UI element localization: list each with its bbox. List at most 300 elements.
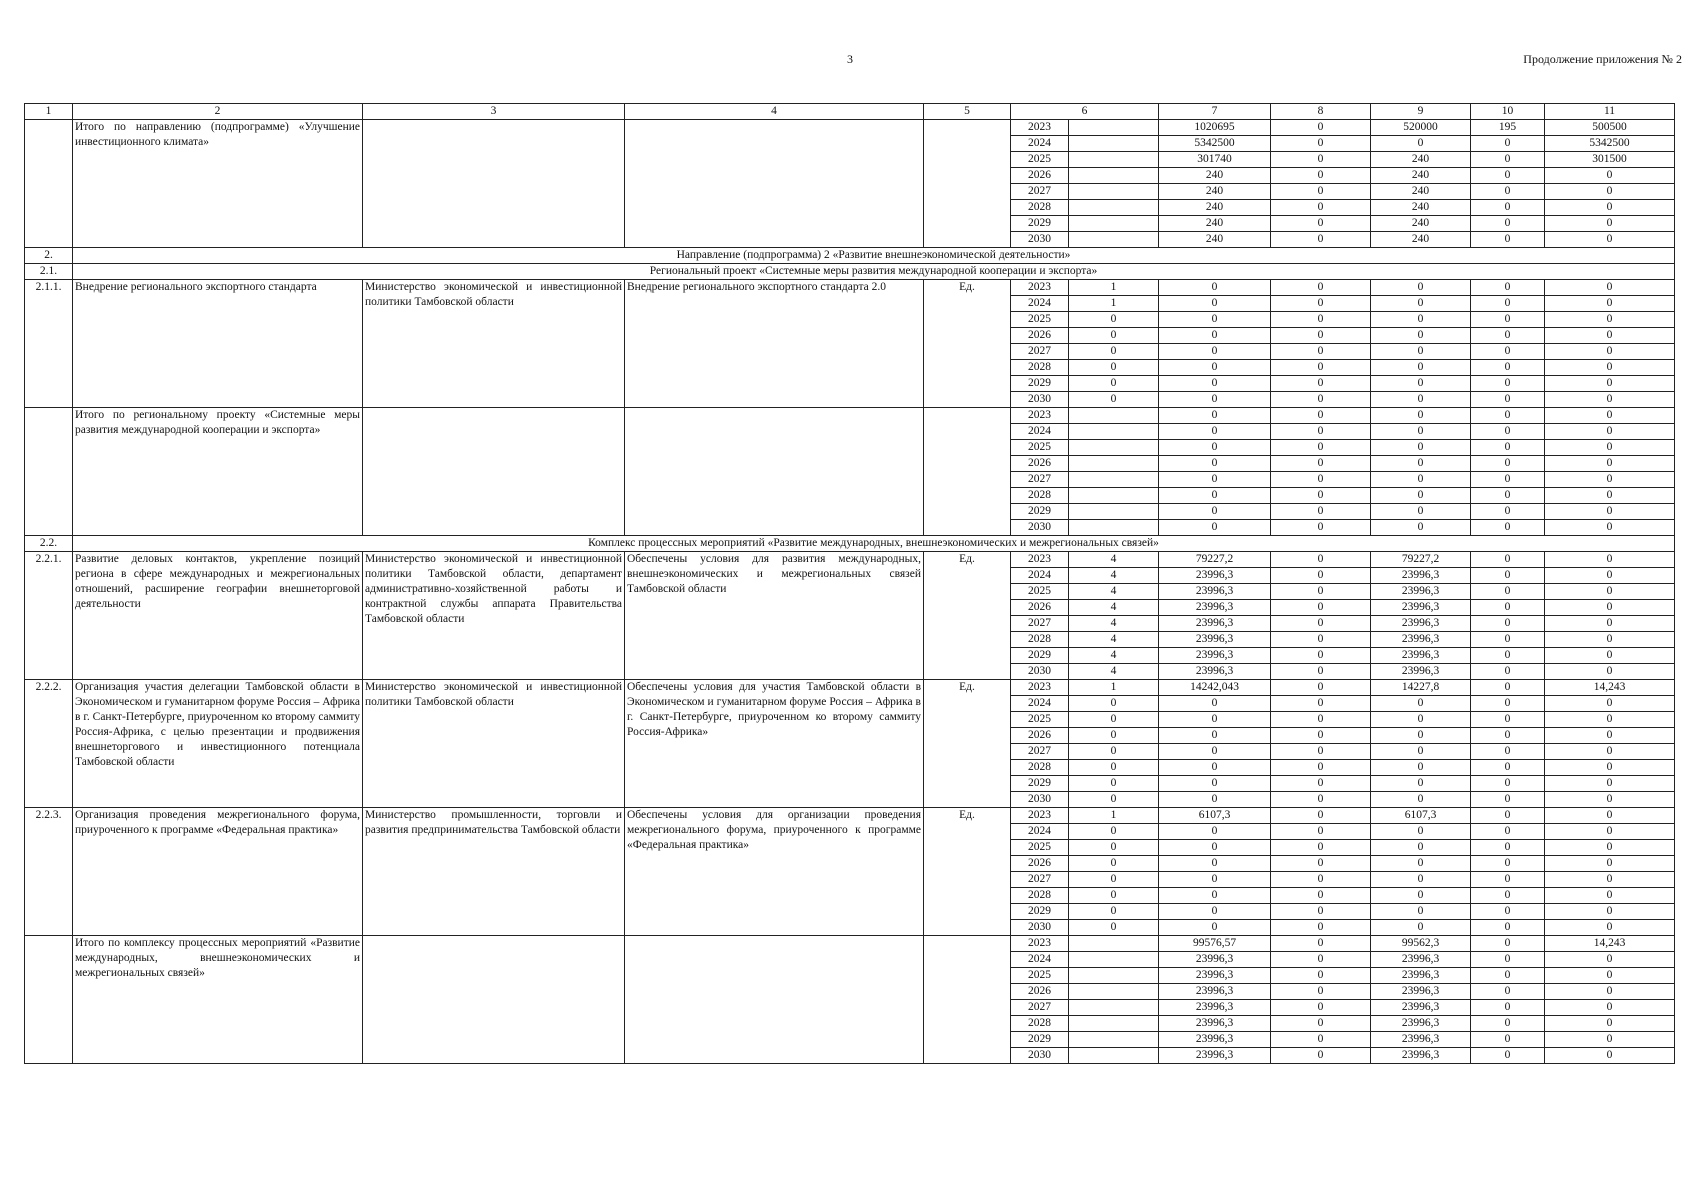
regional-value: 0 (1371, 792, 1471, 808)
regional-value: 0 (1371, 472, 1471, 488)
federal-value: 0 (1271, 1032, 1371, 1048)
extra-value: 0 (1545, 408, 1675, 424)
item-unit (924, 936, 1011, 1064)
municipal-value: 0 (1471, 696, 1545, 712)
indicator-value (1069, 440, 1159, 456)
indicator-value: 0 (1069, 824, 1159, 840)
regional-value: 520000 (1371, 120, 1471, 136)
municipal-value: 0 (1471, 904, 1545, 920)
indicator-value (1069, 184, 1159, 200)
item-responsible: Министерство экономической и инвестиционной политики Тамбовской области (363, 680, 625, 808)
indicator-value: 0 (1069, 888, 1159, 904)
municipal-value: 0 (1471, 168, 1545, 184)
indicator-value (1069, 120, 1159, 136)
regional-value: 240 (1371, 216, 1471, 232)
municipal-value: 0 (1471, 872, 1545, 888)
total-value: 0 (1159, 840, 1271, 856)
indicator-value: 0 (1069, 744, 1159, 760)
municipal-value: 0 (1471, 1000, 1545, 1016)
year-cell: 2025 (1011, 440, 1069, 456)
item-responsible: Министерство промышленности, торговли и развития предпринимательства Тамбовской области (363, 808, 625, 936)
federal-value: 0 (1271, 1048, 1371, 1064)
municipal-value: 0 (1471, 344, 1545, 360)
extra-value: 0 (1545, 856, 1675, 872)
regional-value: 0 (1371, 424, 1471, 440)
municipal-value: 0 (1471, 552, 1545, 568)
regional-value: 0 (1371, 280, 1471, 296)
section-banner-row (25, 248, 1675, 264)
regional-value: 0 (1371, 776, 1471, 792)
item-number: 2.2.3. (25, 808, 73, 936)
federal-value: 0 (1271, 312, 1371, 328)
municipal-value: 0 (1471, 472, 1545, 488)
year-cell: 2023 (1011, 120, 1069, 136)
municipal-value: 0 (1471, 952, 1545, 968)
year-row (25, 552, 1675, 568)
year-cell: 2026 (1011, 600, 1069, 616)
municipal-value: 0 (1471, 424, 1545, 440)
indicator-value (1069, 200, 1159, 216)
year-cell: 2027 (1011, 344, 1069, 360)
year-cell: 2024 (1011, 424, 1069, 440)
extra-value: 0 (1545, 504, 1675, 520)
indicator-value: 0 (1069, 840, 1159, 856)
municipal-value: 0 (1471, 664, 1545, 680)
indicator-value (1069, 408, 1159, 424)
municipal-value: 0 (1471, 376, 1545, 392)
total-value: 23996,3 (1159, 1016, 1271, 1032)
federal-value: 0 (1271, 808, 1371, 824)
municipal-value: 0 (1471, 152, 1545, 168)
federal-value: 0 (1271, 584, 1371, 600)
municipal-value: 0 (1471, 408, 1545, 424)
federal-value: 0 (1271, 280, 1371, 296)
extra-value: 0 (1545, 200, 1675, 216)
extra-value: 0 (1545, 392, 1675, 408)
year-row (25, 936, 1675, 952)
total-value: 240 (1159, 184, 1271, 200)
extra-value: 0 (1545, 920, 1675, 936)
year-cell: 2026 (1011, 984, 1069, 1000)
total-value: 0 (1159, 360, 1271, 376)
indicator-value (1069, 472, 1159, 488)
item-number: 2.2.1. (25, 552, 73, 680)
extra-value: 0 (1545, 168, 1675, 184)
item-number (25, 936, 73, 1064)
federal-value: 0 (1271, 504, 1371, 520)
year-cell: 2027 (1011, 184, 1069, 200)
federal-value: 0 (1271, 568, 1371, 584)
total-value: 23996,3 (1159, 952, 1271, 968)
extra-value: 0 (1545, 376, 1675, 392)
item-result (625, 408, 924, 536)
total-value: 6107,3 (1159, 808, 1271, 824)
federal-value: 0 (1271, 120, 1371, 136)
total-value: 79227,2 (1159, 552, 1271, 568)
municipal-value: 0 (1471, 1032, 1545, 1048)
year-cell: 2025 (1011, 840, 1069, 856)
municipal-value: 0 (1471, 296, 1545, 312)
year-cell: 2025 (1011, 152, 1069, 168)
extra-value: 0 (1545, 776, 1675, 792)
total-value: 23996,3 (1159, 648, 1271, 664)
indicator-value (1069, 1048, 1159, 1064)
extra-value: 0 (1545, 568, 1675, 584)
section-number: 2.2. (25, 536, 73, 552)
extra-value: 0 (1545, 184, 1675, 200)
regional-value: 240 (1371, 200, 1471, 216)
indicator-value: 1 (1069, 680, 1159, 696)
regional-value: 23996,3 (1371, 1048, 1471, 1064)
year-row (25, 408, 1675, 424)
federal-value: 0 (1271, 824, 1371, 840)
year-cell: 2030 (1011, 520, 1069, 536)
federal-value: 0 (1271, 904, 1371, 920)
federal-value: 0 (1271, 520, 1371, 536)
regional-value: 0 (1371, 312, 1471, 328)
federal-value: 0 (1271, 856, 1371, 872)
total-value: 0 (1159, 904, 1271, 920)
total-value: 240 (1159, 168, 1271, 184)
municipal-value: 0 (1471, 856, 1545, 872)
appendix-title: Продолжение приложения № 2 (1523, 52, 1682, 66)
federal-value: 0 (1271, 184, 1371, 200)
item-name: Организация участия делегации Тамбовской области в Экономическом и гуманитарном форуме Россия – Африка в г. Санкт-Петербурге, приуроченном ко второму саммиту Россия-Африка, с целью презентации и продвижения внешнеторгового и инвестиционного потенциала Тамбовской области (73, 680, 363, 808)
regional-value: 0 (1371, 728, 1471, 744)
extra-value: 0 (1545, 648, 1675, 664)
year-cell: 2026 (1011, 728, 1069, 744)
total-value: 23996,3 (1159, 632, 1271, 648)
extra-value: 0 (1545, 792, 1675, 808)
federal-value: 0 (1271, 552, 1371, 568)
extra-value: 0 (1545, 808, 1675, 824)
column-number-cell: 8 (1271, 104, 1371, 120)
extra-value: 0 (1545, 584, 1675, 600)
column-number-cell: 11 (1545, 104, 1675, 120)
year-row (25, 120, 1675, 136)
federal-value: 0 (1271, 136, 1371, 152)
indicator-value (1069, 1000, 1159, 1016)
federal-value: 0 (1271, 840, 1371, 856)
year-cell: 2026 (1011, 328, 1069, 344)
total-value: 23996,3 (1159, 584, 1271, 600)
item-responsible: Министерство экономической и инвестиционной политики Тамбовской области (363, 280, 625, 408)
indicator-value (1069, 216, 1159, 232)
extra-value: 301500 (1545, 152, 1675, 168)
federal-value: 0 (1271, 984, 1371, 1000)
regional-value: 0 (1371, 440, 1471, 456)
municipal-value: 0 (1471, 744, 1545, 760)
year-row (25, 280, 1675, 296)
total-value: 1020695 (1159, 120, 1271, 136)
year-cell: 2023 (1011, 280, 1069, 296)
item-result: Обеспечены условия для развития международных, внешнеэкономических и межрегиональных связей Тамбовской области (625, 552, 924, 680)
section-number: 2. (25, 248, 73, 264)
indicator-value: 0 (1069, 312, 1159, 328)
indicator-value (1069, 488, 1159, 504)
federal-value: 0 (1271, 728, 1371, 744)
regional-value: 23996,3 (1371, 632, 1471, 648)
municipal-value: 0 (1471, 1048, 1545, 1064)
year-cell: 2027 (1011, 872, 1069, 888)
municipal-value: 0 (1471, 616, 1545, 632)
item-unit: Ед. (924, 552, 1011, 680)
federal-value: 0 (1271, 232, 1371, 248)
regional-value: 0 (1371, 392, 1471, 408)
total-value: 301740 (1159, 152, 1271, 168)
extra-value: 0 (1545, 1032, 1675, 1048)
federal-value: 0 (1271, 920, 1371, 936)
year-cell: 2023 (1011, 680, 1069, 696)
indicator-value: 0 (1069, 696, 1159, 712)
regional-value: 0 (1371, 376, 1471, 392)
federal-value: 0 (1271, 712, 1371, 728)
extra-value: 14,243 (1545, 936, 1675, 952)
extra-value: 0 (1545, 616, 1675, 632)
regional-value: 0 (1371, 920, 1471, 936)
column-number-cell: 7 (1159, 104, 1271, 120)
indicator-value: 1 (1069, 808, 1159, 824)
municipal-value: 0 (1471, 712, 1545, 728)
year-cell: 2029 (1011, 776, 1069, 792)
total-value: 0 (1159, 872, 1271, 888)
extra-value: 0 (1545, 456, 1675, 472)
regional-value: 0 (1371, 744, 1471, 760)
year-cell: 2029 (1011, 504, 1069, 520)
regional-value: 240 (1371, 168, 1471, 184)
total-value: 0 (1159, 280, 1271, 296)
indicator-value: 1 (1069, 296, 1159, 312)
total-value: 0 (1159, 728, 1271, 744)
item-result: Обеспечены условия для участия Тамбовской области в Экономическом и гуманитарном форуме Россия – Африка в г. Санкт-Петербурге, приуроченном ко второму саммиту Россия-Африка» (625, 680, 924, 808)
extra-value: 0 (1545, 888, 1675, 904)
total-value: 240 (1159, 216, 1271, 232)
regional-value: 23996,3 (1371, 616, 1471, 632)
total-value: 23996,3 (1159, 664, 1271, 680)
regional-value: 23996,3 (1371, 1000, 1471, 1016)
municipal-value: 0 (1471, 328, 1545, 344)
indicator-value (1069, 456, 1159, 472)
year-cell: 2030 (1011, 392, 1069, 408)
regional-value: 23996,3 (1371, 664, 1471, 680)
federal-value: 0 (1271, 600, 1371, 616)
total-value: 23996,3 (1159, 616, 1271, 632)
extra-value: 0 (1545, 1048, 1675, 1064)
extra-value: 0 (1545, 216, 1675, 232)
federal-value: 0 (1271, 760, 1371, 776)
year-cell: 2029 (1011, 904, 1069, 920)
year-cell: 2025 (1011, 712, 1069, 728)
year-cell: 2030 (1011, 792, 1069, 808)
extra-value: 0 (1545, 696, 1675, 712)
federal-value: 0 (1271, 216, 1371, 232)
regional-value: 240 (1371, 152, 1471, 168)
year-cell: 2026 (1011, 856, 1069, 872)
total-value: 0 (1159, 424, 1271, 440)
indicator-value: 0 (1069, 360, 1159, 376)
indicator-value: 0 (1069, 712, 1159, 728)
federal-value: 0 (1271, 200, 1371, 216)
federal-value: 0 (1271, 376, 1371, 392)
regional-value: 23996,3 (1371, 648, 1471, 664)
item-responsible (363, 936, 625, 1064)
regional-value: 23996,3 (1371, 584, 1471, 600)
indicator-value: 0 (1069, 920, 1159, 936)
regional-value: 0 (1371, 840, 1471, 856)
column-number-cell: 5 (924, 104, 1011, 120)
federal-value: 0 (1271, 888, 1371, 904)
total-value: 0 (1159, 344, 1271, 360)
indicator-value: 1 (1069, 280, 1159, 296)
regional-value: 0 (1371, 760, 1471, 776)
federal-value: 0 (1271, 328, 1371, 344)
column-number-row (25, 104, 1675, 120)
page-number: 3 (847, 52, 853, 66)
regional-value: 23996,3 (1371, 568, 1471, 584)
indicator-value: 0 (1069, 792, 1159, 808)
year-cell: 2028 (1011, 888, 1069, 904)
indicator-value (1069, 936, 1159, 952)
year-cell: 2024 (1011, 696, 1069, 712)
indicator-value: 0 (1069, 728, 1159, 744)
regional-value: 0 (1371, 408, 1471, 424)
regional-value: 0 (1371, 520, 1471, 536)
federal-value: 0 (1271, 776, 1371, 792)
regional-value: 0 (1371, 904, 1471, 920)
total-value: 0 (1159, 376, 1271, 392)
year-cell: 2030 (1011, 1048, 1069, 1064)
municipal-value: 0 (1471, 392, 1545, 408)
municipal-value: 0 (1471, 216, 1545, 232)
year-cell: 2023 (1011, 552, 1069, 568)
total-value: 0 (1159, 440, 1271, 456)
regional-value: 0 (1371, 824, 1471, 840)
regional-value: 0 (1371, 696, 1471, 712)
year-cell: 2026 (1011, 168, 1069, 184)
year-cell: 2028 (1011, 1016, 1069, 1032)
federal-value: 0 (1271, 488, 1371, 504)
municipal-value: 0 (1471, 984, 1545, 1000)
municipal-value: 0 (1471, 280, 1545, 296)
regional-value: 79227,2 (1371, 552, 1471, 568)
regional-value: 0 (1371, 856, 1471, 872)
total-value: 23996,3 (1159, 1000, 1271, 1016)
municipal-value: 0 (1471, 360, 1545, 376)
indicator-value (1069, 424, 1159, 440)
municipal-value: 195 (1471, 120, 1545, 136)
program-table (24, 103, 1675, 1064)
regional-value: 0 (1371, 344, 1471, 360)
municipal-value: 0 (1471, 600, 1545, 616)
year-cell: 2027 (1011, 1000, 1069, 1016)
municipal-value: 0 (1471, 792, 1545, 808)
total-value: 23996,3 (1159, 568, 1271, 584)
municipal-value: 0 (1471, 488, 1545, 504)
extra-value: 0 (1545, 280, 1675, 296)
regional-value: 0 (1371, 872, 1471, 888)
total-value: 0 (1159, 744, 1271, 760)
regional-value: 240 (1371, 232, 1471, 248)
column-number-cell: 6 (1011, 104, 1159, 120)
total-value: 0 (1159, 472, 1271, 488)
indicator-value (1069, 520, 1159, 536)
item-number (25, 120, 73, 248)
federal-value: 0 (1271, 408, 1371, 424)
item-name: Итого по региональному проекту «Системные меры развития международной кооперации и экспорта» (73, 408, 363, 536)
item-name: Развитие деловых контактов, укрепление позиций региона в сфере международных и межрегиональных отношений, расширение географии внешнеторговой деятельности (73, 552, 363, 680)
extra-value: 0 (1545, 440, 1675, 456)
indicator-value: 0 (1069, 376, 1159, 392)
indicator-value (1069, 968, 1159, 984)
year-row (25, 808, 1675, 824)
extra-value: 14,243 (1545, 680, 1675, 696)
municipal-value: 0 (1471, 632, 1545, 648)
extra-value: 0 (1545, 424, 1675, 440)
year-cell: 2030 (1011, 664, 1069, 680)
regional-value: 23996,3 (1371, 600, 1471, 616)
year-cell: 2028 (1011, 488, 1069, 504)
regional-value: 14227,8 (1371, 680, 1471, 696)
total-value: 240 (1159, 200, 1271, 216)
year-cell: 2028 (1011, 360, 1069, 376)
extra-value: 0 (1545, 984, 1675, 1000)
indicator-value (1069, 152, 1159, 168)
indicator-value (1069, 952, 1159, 968)
item-result: Обеспечены условия для организации проведения межрегионального форума, приуроченного к программе «Федеральная практика» (625, 808, 924, 936)
year-cell: 2028 (1011, 632, 1069, 648)
total-value: 0 (1159, 296, 1271, 312)
item-result: Внедрение регионального экспортного стандарта 2.0 (625, 280, 924, 408)
regional-value: 240 (1371, 184, 1471, 200)
column-number-cell: 4 (625, 104, 924, 120)
extra-value: 0 (1545, 360, 1675, 376)
municipal-value: 0 (1471, 824, 1545, 840)
indicator-value (1069, 504, 1159, 520)
regional-value: 23996,3 (1371, 984, 1471, 1000)
item-number (25, 408, 73, 536)
federal-value: 0 (1271, 648, 1371, 664)
item-unit: Ед. (924, 680, 1011, 808)
municipal-value: 0 (1471, 760, 1545, 776)
item-unit: Ед. (924, 280, 1011, 408)
year-cell: 2029 (1011, 376, 1069, 392)
year-cell: 2024 (1011, 296, 1069, 312)
year-row (25, 680, 1675, 696)
total-value: 0 (1159, 312, 1271, 328)
year-cell: 2030 (1011, 920, 1069, 936)
federal-value: 0 (1271, 152, 1371, 168)
municipal-value: 0 (1471, 728, 1545, 744)
regional-value: 0 (1371, 888, 1471, 904)
extra-value: 0 (1545, 520, 1675, 536)
year-cell: 2025 (1011, 312, 1069, 328)
regional-value: 0 (1371, 360, 1471, 376)
municipal-value: 0 (1471, 136, 1545, 152)
federal-value: 0 (1271, 168, 1371, 184)
federal-value: 0 (1271, 1000, 1371, 1016)
year-cell: 2028 (1011, 760, 1069, 776)
indicator-value (1069, 136, 1159, 152)
regional-value: 99562,3 (1371, 936, 1471, 952)
total-value: 23996,3 (1159, 968, 1271, 984)
indicator-value: 4 (1069, 568, 1159, 584)
total-value: 0 (1159, 696, 1271, 712)
item-unit (924, 408, 1011, 536)
total-value: 23996,3 (1159, 1032, 1271, 1048)
year-cell: 2029 (1011, 1032, 1069, 1048)
extra-value: 0 (1545, 952, 1675, 968)
federal-value: 0 (1271, 872, 1371, 888)
